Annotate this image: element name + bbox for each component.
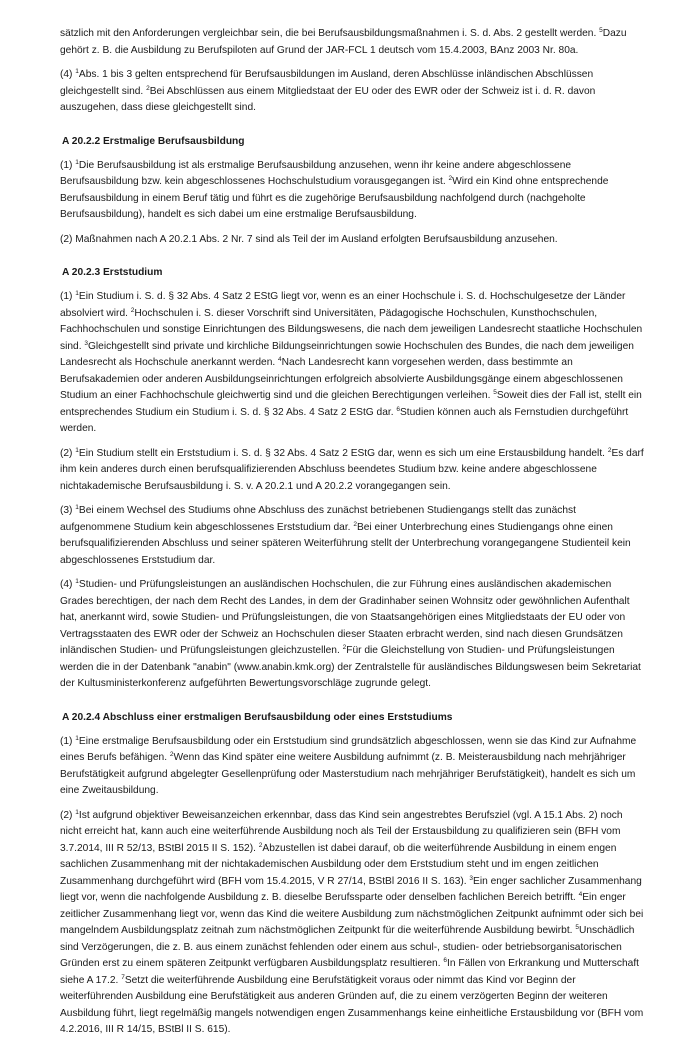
- sentence-number: 2: [146, 84, 150, 92]
- paragraph: (2) $^1$Ein Studium stellt ein Erststudium i. S. d. § 32 Abs. 4 Satz 2 EStG dar, wenn es sich um eine Erstausbildung handelt. $^2$Es darf ihm kein anderes durch einen berufsqualifizierenden Abschluss beendetes Studium bzw. keine andere abgeschlossene nichtakademische Berufsausbildung i. S. v. A 20.2.1 und A 20.2.2 vorangegangen sein.: [60, 446, 644, 492]
- sentence-number: 4: [578, 891, 583, 898]
- sentence-number: 1: [75, 290, 79, 297]
- sentence-number: 2: [130, 306, 135, 314]
- section-heading: A 20.2.2 Erstmalige Berufsausbildung: [62, 135, 245, 147]
- sentence-number: 1: [75, 446, 79, 454]
- sentence-number: 1: [75, 734, 79, 742]
- sentence-number: 5: [575, 924, 579, 931]
- sentence-number: 2: [607, 446, 612, 454]
- section-heading: A 20.2.3 Erststudium: [62, 267, 163, 278]
- sentence-number: 2: [258, 841, 263, 849]
- sentence-number: 2: [342, 644, 347, 651]
- paragraph: (2) $^1$Ist aufgrund objektiver Beweisanzeichen erkennbar, dass das Kind sein angestrebtes Berufsziel (vgl. A 15.1 Abs. 2) noch nicht erreicht hat, kann auch eine weiterführende Ausbildung noch als Teil der Erstausbildung zu qualifizieren sein (BFH vom 3.7.2014, III R 52/13, BStBl 2015 II S. 152). $^2$Abzustellen ist dabei darauf, ob die weiterführende Ausbildung in einem engen sachlichen Zusammenhang mit der nichtakademischen Ausbildung oder dem Erststudium steht und im engen zeitlichen Zusammenhang durchgeführt wird (BFH vom 15.4.2015, V R 27/14, BStBl 2016 II S. 163). $^3$Ein enger sachlicher Zusammenhang liegt vor, wenn die nachfolgende Ausbildung z. B. dieselbe Berufssparte oder denselben fachlichen Bereich betrifft. $^4$Ein enger zeitlicher Zusammenhang liegt vor, wenn das Kind die weitere Ausbildung zum nächstmöglichen Zeitpunkt aufnimmt oder sich bei mangelndem Ausbildungsplatz zeitnah zum nächstmöglichen Zeitpunkt für die weiterführende Ausbildung bewirbt. $^5$Unschädlich sind Verzögerungen, die z. B. aus einem zunächst fehlenden oder einem aus schul-, studien- oder betriebsorganisatorischen Gründen erst zu einem späteren Zeitpunkt verfügbaren Ausbildungsplatz resultieren. $^6$In Fällen von Erkrankung und Mutterschaft siehe A 17.2. $^7$Setzt die weiterführende Ausbildung eine Berufstätigkeit voraus oder nimmt das Kind vor Beginn der weiterführenden Ausbildung eine Berufstätigkeit aus anderen Gründen auf, die zu einem verzögerten Beginn der weiteren Ausbildung führt, liegt regelmäßig mangels notwendigen engen Zusammenhangs keine einheitliche Erstausbildung vor (BFH vom 4.2.2016, III R 14/15, BStBl II S. 615).: [60, 808, 644, 1035]
- sentence-number: 5: [493, 389, 497, 396]
- sentence-number: 3: [469, 874, 474, 882]
- section-heading: A 20.2.4 Abschluss einer erstmaligen Berufsausbildung oder eines Erststudiums: [62, 711, 453, 723]
- sentence-number: 2: [353, 520, 357, 528]
- paragraph: (2) Maßnahmen nach A 20.2.1 Abs. 2 Nr. 7 sind als Teil der im Ausland erfolgten Berufsausbildung anzusehen.: [60, 233, 558, 245]
- sentence-number: 3: [84, 339, 88, 347]
- sentence-number: 1: [75, 68, 79, 75]
- sentence-number: 6: [443, 957, 448, 964]
- sentence-number: 5: [599, 27, 603, 34]
- sentence-number: 6: [396, 405, 401, 413]
- paragraph: (4) $^1$Studien- und Prüfungsleistungen an ausländischen Hochschulen, die zur Führung eines ausländischen akademischen Grades berechtigen, der nach dem Recht des Landes, in dem der Gradinhaber seinen Wohnsitz oder gewöhnlichen Aufenthalt hat, anerkannt wird, sowie Studien- und Prüfungsleistungen, die von Staatsangehörigen eines Mitgliedstaats der EU oder von Vertragsstaaten des EWR oder der Schweiz an Hochschulen dieser Staaten erbracht werden, sind nach diesen Grundsätzen inländischen Studien- und Prüfungsleistungen gleichzustellen. $^2$Für die Gleichstellung von Studien- und Prüfungsleistungen werden die in der Datenbank "anabin" (www.anabin.kmk.org) der Zentralstelle für ausländisches Bildungswesen beim Sekretariat der Kultusministerkonferenz aufgeführten Bewertungsvorschläge zugrunde gelegt.: [60, 578, 641, 689]
- paragraph: (1) $^1$Eine erstmalige Berufsausbildung oder ein Erststudium sind grundsätzlich abgeschlossen, wenn sie das Kind zur Aufnahme eines Berufs befähigen. $^2$Wenn das Kind später eine weitere Ausbildung aufnimmt (z. B. Meisterausbildung nach mehrjähriger Berufstätigkeit aufgrund abgelegter Gesellenprüfung oder Masterstudium nach mehrjähriger Berufstätigkeit), handelt es sich um eine Zweitausbildung.: [60, 734, 637, 796]
- paragraph: (1) $^1$Die Berufsausbildung ist als erstmalige Berufsausbildung anzusehen, wenn ihr keine andere abgeschlossene Berufsausbildung bzw. kein abgeschlossenes Hochschulstudium vorausgegangen ist. $^2$Wird ein Kind ohne entsprechende Berufsausbildung in einem Beruf tätig und führt es die zugehörige Berufsausbildung nachfolgend durch (nachgeholte Berufsausbildung), handelt es sich dabei um eine erstmalige Berufsausbildung.: [60, 158, 609, 220]
- sentence-number: 4: [278, 356, 282, 363]
- paragraph: (4) $^1$Abs. 1 bis 3 gelten entsprechend für Berufsausbildungen im Ausland, deren Abschlüsse inländischen Abschlüssen gleichgestellt sind. $^2$Bei Abschlüssen aus einem Mitgliedstaat der EU oder des EWR oder der Schweiz ist i. d. R. davon auszugehen, dass diese gleichgestellt sind.: [60, 68, 596, 113]
- sentence-number: 1: [75, 158, 79, 166]
- paragraph: sätzlich mit den Anforderungen vergleichbar sein, die bei Berufsausbildungsmaßnahmen i. S. d. Abs. 2 gestellt werden. $^5$Dazu gehört z. B. die Ausbildung zu Berufspiloten auf Grund der JAR-FCL 1 deutsch vom 15.4.2003, BAnz 2003 Nr. 80a.: [60, 27, 627, 56]
- sentence-number: 2: [448, 175, 453, 182]
- sentence-number: 1: [75, 578, 79, 585]
- paragraph: (3) $^1$Bei einem Wechsel des Studiums ohne Abschluss des zunächst betriebenen Studiengangs stellt das zunächst aufgenommene Studium kein abgeschlossenes Erststudium dar. $^2$Bei einer Unterbrechung eines Studiengangs ohne einen berufsqualifizierenden Abschluss und seiner späteren Weiterführung stellt der Unterbrechung vorangegangene Studienteil kein abgeschlossenes Erststudium dar.: [60, 504, 631, 566]
- sentence-number: 2: [169, 751, 174, 758]
- sentence-number: 7: [121, 973, 125, 981]
- sentence-number: 1: [75, 808, 79, 816]
- paragraph: (1) $^1$Ein Studium i. S. d. § 32 Abs. 4 Satz 2 EStG liegt vor, wenn es an einer Hochschule i. S. d. Hochschulgesetze der Länder absolviert wird. $^2$Hochschulen i. S. dieser Vorschrift sind Universitäten, Pädagogische Hochschulen, Kunsthochschulen, Fachhochschulen und sonstige Einrichtungen des Bildungswesens, die nach dem jeweiligen Landesrecht staatliche Hochschulen sind. $^3$Gleichgestellt sind private und kirchliche Bildungseinrichtungen sowie Hochschulen des Bundes, die nach dem jeweiligen Landesrecht als Hochschule anerkannt werden. $^4$Nach Landesrecht kann vorgesehen werden, dass bestimmte an Berufsakademien oder anderen Ausbildungseinrichtungen erfolgreich absolvierte Ausbildungsgänge einem abgeschlossenen Studium an einer Fachhochschule gleichwertig sind und die gleichen Berechtigungen verleihen. $^5$Soweit dies der Fall ist, stellt ein entsprechendes Studium ein Studium i. S. d. § 32 Abs. 4 Satz 2 EStG dar. $^6$Studien können auch als Fernstudien durchgeführt werden.: [60, 290, 643, 434]
- sentence-number: 1: [75, 504, 79, 511]
